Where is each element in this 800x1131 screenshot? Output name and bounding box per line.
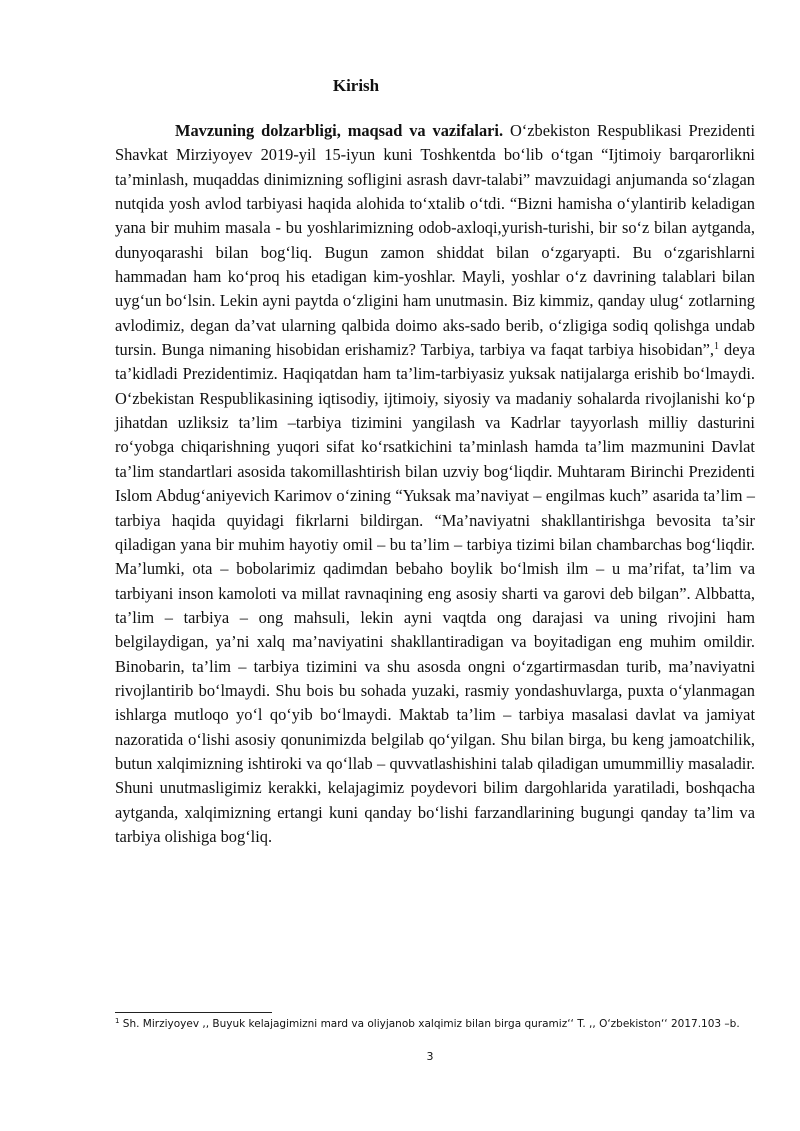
paragraph-lead: Mavzuning dolzarbligi, maqsad va vazifalari.	[175, 121, 504, 140]
footnote-separator	[115, 1012, 272, 1013]
paragraph-text-part1: O‘zbekiston Respublikasi Prezidenti Shavkat Mirziyoyev 2019-yil 15-iyun kuni Toshkentda bo‘lib o‘tgan “Ijtimoiy barqarorlikni ta’minlash, muqaddas dinimizning sofligini asrash davr-talabi” mavzuidagi anjumanda so‘zlagan nutqida yosh avlod tarbiyasi haqida alohida to‘xtalib o‘tdi. “Bizni hamisha o‘ylantirib keladigan yana bir muhim masala - bu yoshlarimizning odob-axloqi,yurish-turishi, bir so‘z bilan aytganda, dunyoqarashi bilan bog‘liq. Bugun zamon shiddat bilan o‘zgaryapti. Bu o‘zgarishlarni hammadan ham ko‘proq his etadigan kim-yoshlar. Mayli, yoshlar o‘z davrining talablari bilan uyg‘un bo‘lsin. Lekin ayni paytda o‘zligini ham unutmasin. Biz kimmiz, qanday ulug‘ zotlarning avlodimiz, degan da’vat ularning qalbida doimo aks-sado berib, o‘zligiga sodiq qolishga undab tursin. Bunga nimaning hisobidan erishamiz? Tarbiya, tarbiya va faqat tarbiya hisobidan”,	[115, 121, 755, 360]
paragraph-text-part2: deya ta’kidladi Prezidentimiz. Haqiqatdan ham ta’lim-tarbiyasiz yuksak natijalarga erishib bo‘lmaydi. O‘zbekistan Respublikasining iqtisodiy, ijtimoiy, siyosiy va madaniy sohalarda rivojlanishi ko‘p jihatdan uzliksiz ta’lim –tarbiya tizimini yangilash va Kadrlar tayyorlash milliy dasturini ro‘yobga chiqarishning yuqori sifat ko‘rsatkichini ta’minlash hamda ta’lim mazmunini Davlat ta’lim standartlari asosida takomillashtirish bilan uzviy bog‘liqdir. Muhtaram Birinchi Prezidenti Islom Abdug‘aniyevich Karimov o‘zining “Yuksak ma’naviyat – engilmas kuch” asarida ta’lim – tarbiya haqida quyidagi fikrlarni bildirgan. “Ma’naviyatni shakllantirishga bevosita ta’sir qiladigan yana bir muhim hayotiy omil – bu ta’lim – tarbiya tizimi bilan chambarchas bog‘liqdir. Ma’lumki, ota – bobolarimiz qadimdan bebaho boylik bo‘lmish ilm – u ma’rifat, ta’lim va tarbiyani inson kamoloti va millat ravnaqining eng asosiy sharti va garovi deb bilgan”. Albbatta, ta’lim – tarbiya – ong mahsuli, lekin ayni vaqtda ong darajasi va uning rivojini ham belgilaydigan, ya’ni xalq ma’naviyatini shakllantiradigan va boyitadigan eng muhim omildir. Binobarin, ta’lim – tarbiya tizimini va shu asosda ongni o‘zgartirmasdan turib, ma’naviyatni rivojlantirib bo‘lmaydi. Shu bois bu sohada yuzaki, rasmiy yondashuvlarga, puxta o‘ylanmagan ishlarga mutloqo yo‘l qo‘yib bo‘lmaydi. Maktab ta’lim – tarbiya masalasi davlat va jamiyat nazoratida o‘lishi asosiy qonunimizda belgilab qo‘yilgan. Shu bilan birga, bu keng jamoatchilik, butun xalqimizning ishtiroki va qo‘llab – quvvatlashishini talab qiladigan umummilliy masaladir. Shuni unutmasligimiz kerakki, kelajagimiz poydevori bilim dargohlarida yaratiladi, boshqacha aytganda, xalqimizning ertangi kuni qanday bo‘lishi farzandlarining bugungi qanday ta’lim va tarbiya olishiga bog‘liq.	[115, 340, 755, 846]
footnote	[115, 1017, 755, 1032]
body-paragraph	[115, 119, 755, 849]
footnote-text: Sh. Mirziyoyev ,, Buyuk kelajagimizni mard va oliyjanob xalqimiz bilan birga quramiz‘‘ T. ,, O‘zbekiston‘‘ 2017.103 –b.	[119, 1018, 740, 1030]
section-heading: Kirish	[332, 76, 380, 95]
footnote-marker: 1	[115, 1017, 120, 1025]
footnote-reference[interactable]: 1	[714, 341, 720, 353]
page-number: 3	[426, 1050, 434, 1063]
